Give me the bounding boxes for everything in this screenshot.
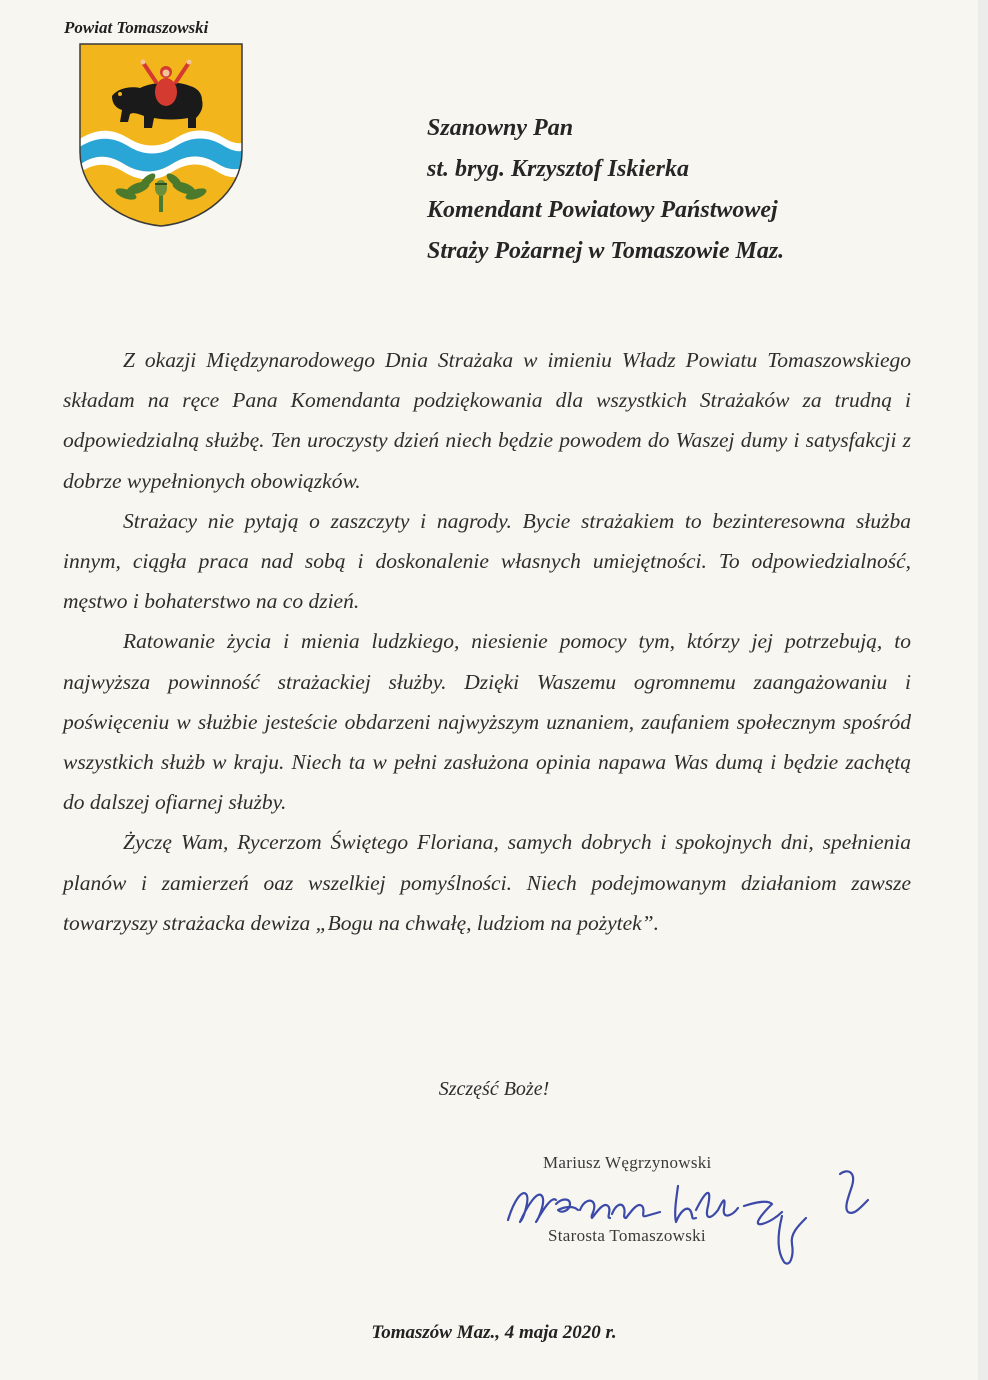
paragraph-2: Strażacy nie pytają o zaszczyty i nagrody. Bycie strażakiem to bezinteresowna służba innym, ciągła praca nad sobą i doskonalenie własnych umiejętności. To odpowiedzialność, męstwo i bohaterstwo na co dzień.: [63, 508, 911, 614]
signatory-role: Starosta Tomaszowski: [548, 1226, 706, 1245]
paragraph-4: Życzę Wam, Rycerzom Świętego Floriana, samych dobrych i spokojnych dni, spełnienia planów i zamierzeń oaz wszelkiej pomyślności. Niech podejmowanym działaniom zawsze towarzyszy strażacka dewiza „Bogu na chwałę, ludziom na pożytek”.: [63, 830, 911, 935]
handwritten-signature: [500, 1160, 900, 1280]
addressee-block: [427, 108, 784, 272]
letter-body: [63, 340, 911, 943]
paragraph-3: Ratowanie życia i mienia ludzkiego, niesienie pomocy tym, którzy jej potrzebują, to najwyższa powinność strażackiej służby. Dzięki Waszemu ogromnemu zaangażowaniu i poświęceniu w służbie jesteście obdarzeni najwyższym uznaniem, zaufaniem społecznym spośród wszystkich służb w kraju. Niech ta w pełni zasłużona opinia napawa Was dumą i będzie zachętą do dalszej ofiarnej służby.: [63, 629, 911, 815]
organization-name: Powiat Tomaszowski: [64, 18, 209, 37]
salutation: Szanowny Pan: [427, 115, 574, 141]
paragraph-1: Z okazji Międzynarodowego Dnia Strażaka w imieniu Władz Powiatu Tomaszowskiego składam na ręce Pana Komendanta podziękowania dla wszystkich Strażaków za trudną i odpowiedzialną służbę. Ten uroczysty dzień niech będzie powodem do Waszej dumy i satysfakcji z dobrze wypełnionych obowiązków.: [63, 348, 911, 493]
page-edge: [978, 0, 988, 1380]
signatory-name: Mariusz Węgrzynowski: [543, 1153, 712, 1172]
closing-greeting: Szczęść Boże!: [438, 1078, 550, 1100]
coat-of-arms-icon: [78, 42, 244, 228]
addressee-institution: Straży Pożarnej w Tomaszowie Maz.: [427, 238, 785, 264]
addressee-title: Komendant Powiatowy Państwowej: [427, 197, 778, 223]
place-and-date: Tomaszów Maz., 4 maja 2020 r.: [371, 1322, 617, 1343]
addressee-name: st. bryg. Krzysztof Iskierka: [427, 156, 690, 182]
